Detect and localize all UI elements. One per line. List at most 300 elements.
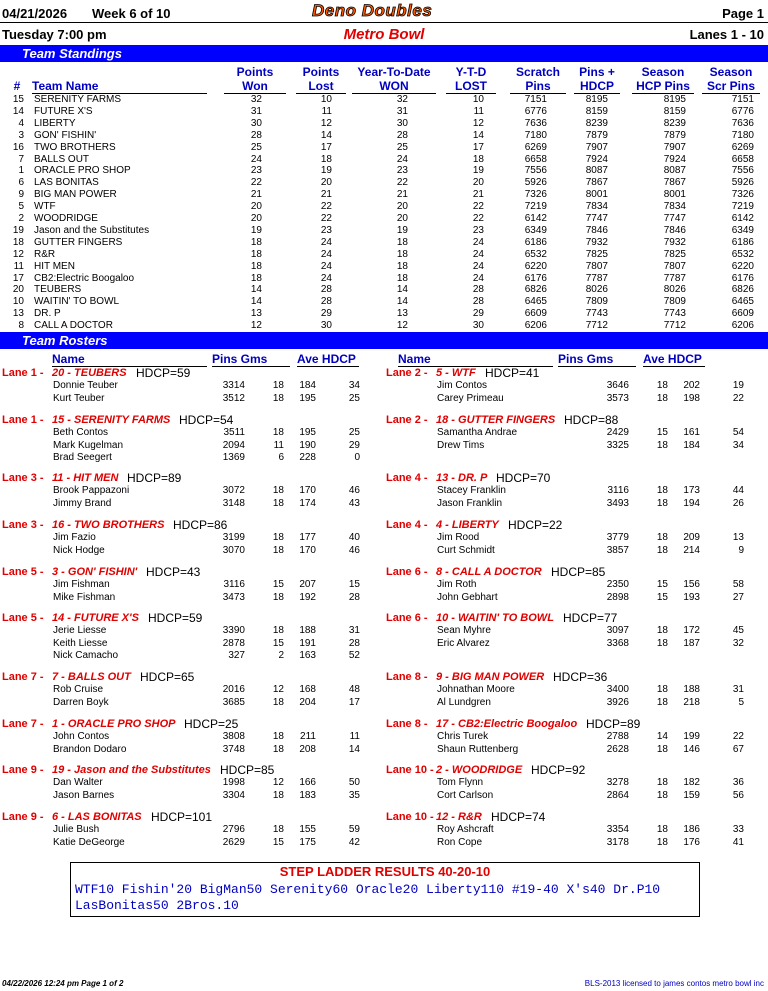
ytd-lost: 24 xyxy=(472,248,484,260)
player-average: 193 xyxy=(683,591,700,603)
player-games: 18 xyxy=(272,544,284,556)
roster-col-pins-gms-right: Pins Gms xyxy=(558,352,636,367)
season-hcp-pins: 7867 xyxy=(663,177,686,189)
player-games: 18 xyxy=(656,696,668,708)
player-games: 18 xyxy=(272,625,284,636)
roster-player-row xyxy=(384,744,754,756)
player-pins: 3493 xyxy=(606,497,629,509)
team-number: 15 xyxy=(12,94,24,105)
ytd-lost: 17 xyxy=(472,141,484,153)
section-title: Team Standings xyxy=(22,46,122,61)
roster-team-name: 4 - LIBERTY xyxy=(436,519,499,531)
player-name: Tom Flynn xyxy=(437,777,484,788)
player-average: 161 xyxy=(683,427,700,438)
points-lost: 20 xyxy=(320,177,332,189)
player-pins: 1369 xyxy=(222,452,245,463)
player-name: Rob Cruise xyxy=(53,684,104,695)
pins-hdcp: 7809 xyxy=(585,296,608,308)
roster-player-row xyxy=(0,380,370,392)
player-hdcp: 13 xyxy=(732,532,744,543)
ytd-won: 28 xyxy=(396,129,408,141)
team-number: 19 xyxy=(12,224,24,236)
lane-label: Lane 9 - xyxy=(2,764,44,776)
ytd-won: 19 xyxy=(396,224,408,236)
ytd-lost: 12 xyxy=(472,117,484,129)
lane-label: Lane 1 - xyxy=(2,414,44,426)
team-name: WTF xyxy=(34,201,56,213)
player-average: 182 xyxy=(683,777,700,788)
player-games: 15 xyxy=(272,836,284,848)
roster-team-name: 5 - WTF xyxy=(436,367,476,379)
ytd-lost: 20 xyxy=(472,177,484,189)
team-hdcp: HDCP=89 xyxy=(127,471,182,485)
player-pins: 3473 xyxy=(222,591,245,603)
page-number: Page 1 xyxy=(722,6,764,21)
player-games: 18 xyxy=(656,532,668,543)
player-hdcp: 28 xyxy=(348,591,360,603)
player-average: 214 xyxy=(683,544,700,556)
player-pins: 3926 xyxy=(606,696,629,708)
player-pins: 3748 xyxy=(222,743,245,755)
pins-hdcp: 8001 xyxy=(585,189,608,201)
player-average: 208 xyxy=(299,743,316,755)
team-name: GUTTER FINGERS xyxy=(34,236,123,248)
team-name: GON' FISHIN' xyxy=(34,129,97,141)
team-name: CB2:Electric Boogaloo xyxy=(34,272,135,284)
player-name: Jason Barnes xyxy=(53,789,115,801)
player-hdcp: 40 xyxy=(348,532,360,543)
ytd-won: 21 xyxy=(396,189,408,201)
ytd-lost: 23 xyxy=(472,224,484,236)
player-pins: 2429 xyxy=(606,427,629,438)
scratch-pins: 6349 xyxy=(524,224,547,236)
player-average: 191 xyxy=(299,637,316,649)
roster-player-row xyxy=(0,697,370,709)
pins-hdcp: 8026 xyxy=(585,284,608,296)
player-games: 18 xyxy=(656,625,668,636)
team-hdcp: HDCP=89 xyxy=(586,717,641,731)
team-hdcp: HDCP=25 xyxy=(184,717,239,731)
player-average: 190 xyxy=(299,439,316,451)
standings-row xyxy=(0,189,768,201)
team-name: FUTURE X'S xyxy=(34,105,93,117)
points-lost: 22 xyxy=(320,201,332,213)
player-average: 184 xyxy=(683,439,700,451)
player-average: 155 xyxy=(299,824,316,835)
player-hdcp: 35 xyxy=(348,789,360,801)
player-average: 199 xyxy=(683,731,700,742)
standings-row xyxy=(0,237,768,249)
player-pins: 3646 xyxy=(606,380,629,391)
ytd-lost: 18 xyxy=(472,153,484,165)
pins-hdcp: 8239 xyxy=(585,117,608,129)
day-time: Tuesday 7:00 pm xyxy=(2,27,107,42)
roster-team-name: 19 - Jason and the Substitutes xyxy=(52,764,211,776)
team-number: 6 xyxy=(18,177,24,189)
player-name: Drew Tims xyxy=(437,439,485,451)
standings-row xyxy=(0,154,768,166)
team-name: R&R xyxy=(34,248,56,260)
standings-row xyxy=(0,177,768,189)
points-won: 14 xyxy=(250,284,262,296)
player-average: 195 xyxy=(299,427,316,438)
col-pins-hdcp: Pins + HDCP xyxy=(574,65,620,94)
roster-player-row xyxy=(0,427,370,439)
player-average: 202 xyxy=(683,380,700,391)
player-games: 18 xyxy=(656,392,668,404)
team-name: CALL A DOCTOR xyxy=(34,320,113,332)
player-hdcp: 14 xyxy=(348,743,360,755)
points-lost: 24 xyxy=(320,272,332,284)
player-pins: 3512 xyxy=(222,392,245,404)
roster-team-name: 7 - BALLS OUT xyxy=(52,671,131,683)
team-name: Jason and the Substitutes xyxy=(34,224,150,236)
player-name: Eric Alvarez xyxy=(437,637,490,649)
scratch-pins: 6826 xyxy=(524,284,547,296)
points-won: 20 xyxy=(250,213,262,224)
ytd-won: 18 xyxy=(396,248,408,260)
player-average: 195 xyxy=(299,392,316,404)
player-games: 18 xyxy=(272,696,284,708)
roster-player-row xyxy=(384,498,754,510)
player-average: 176 xyxy=(683,836,700,848)
team-name: DR. P xyxy=(34,308,61,320)
player-games: 18 xyxy=(656,637,668,649)
ytd-won: 31 xyxy=(396,105,408,117)
points-won: 31 xyxy=(250,105,262,117)
standings-row xyxy=(0,308,768,320)
roster-team-name: 3 - GON' FISHIN' xyxy=(52,566,138,578)
season-hcp-pins: 7809 xyxy=(663,296,686,308)
player-games: 2 xyxy=(278,650,284,661)
points-lost: 24 xyxy=(320,248,332,260)
player-name: Carey Primeau xyxy=(437,392,504,404)
player-average: 146 xyxy=(683,743,700,755)
team-rosters-band xyxy=(0,332,768,349)
roster-col-pins-gms-left: Pins Gms xyxy=(212,352,290,367)
season-scr-pins: 6142 xyxy=(731,213,754,224)
player-pins: 2898 xyxy=(606,591,629,603)
ytd-won: 20 xyxy=(396,201,408,213)
player-hdcp: 42 xyxy=(348,836,360,848)
player-pins: 3070 xyxy=(222,544,245,556)
roster-player-row xyxy=(0,684,370,696)
roster-player-row xyxy=(384,790,754,802)
player-average: 194 xyxy=(683,497,700,509)
roster-player-row xyxy=(384,592,754,604)
player-average: 183 xyxy=(299,789,316,801)
points-won: 18 xyxy=(250,260,262,272)
player-name: Darren Boyk xyxy=(53,696,109,708)
player-name: Jim Contos xyxy=(437,380,488,391)
team-number: 8 xyxy=(18,320,24,332)
player-hdcp: 50 xyxy=(348,777,360,788)
roster-team-name: 8 - CALL A DOCTOR xyxy=(436,566,542,578)
player-games: 18 xyxy=(272,427,284,438)
ytd-won: 18 xyxy=(396,236,408,248)
roster-player-row xyxy=(384,731,754,743)
pins-hdcp: 7907 xyxy=(585,141,608,153)
team-number: 11 xyxy=(13,260,24,272)
team-hdcp: HDCP=43 xyxy=(146,565,201,579)
step-ladder-results: WTF10 Fishin'20 BigMan50 Serenity60 Oracle20 Liberty110 #19-40 X's40 Dr.P10 LasBonitas50 2Bros.10 xyxy=(75,882,661,913)
player-hdcp: 59 xyxy=(348,824,360,835)
pins-hdcp: 7712 xyxy=(585,320,608,332)
player-games: 18 xyxy=(272,485,284,496)
team-number: 9 xyxy=(18,189,24,201)
player-average: 209 xyxy=(683,532,700,543)
lane-label: Lane 10 - xyxy=(386,811,434,823)
player-average: 184 xyxy=(299,380,316,391)
player-games: 18 xyxy=(272,743,284,755)
player-pins: 3314 xyxy=(222,380,245,391)
team-number: 1 xyxy=(18,165,24,177)
ytd-lost: 21 xyxy=(472,189,484,201)
points-lost: 28 xyxy=(320,296,332,308)
player-games: 18 xyxy=(656,684,668,695)
roster-player-row xyxy=(0,777,370,789)
player-hdcp: 0 xyxy=(354,452,360,463)
team-name: TEUBERS xyxy=(34,284,82,296)
team-name: SERENITY FARMS xyxy=(34,94,122,105)
player-games: 18 xyxy=(272,532,284,543)
team-hdcp: HDCP=86 xyxy=(173,518,228,532)
player-pins: 3573 xyxy=(606,392,629,404)
player-pins: 3325 xyxy=(606,439,629,451)
roster-player-row xyxy=(384,532,754,544)
team-hdcp: HDCP=85 xyxy=(220,763,275,777)
player-hdcp: 5 xyxy=(738,696,744,708)
scratch-pins: 6532 xyxy=(524,248,547,260)
player-hdcp: 56 xyxy=(732,789,744,801)
player-name: Curt Schmidt xyxy=(437,544,495,556)
season-hcp-pins: 7787 xyxy=(663,272,686,284)
lane-label: Lane 10 - xyxy=(386,764,434,776)
player-games: 18 xyxy=(656,380,668,391)
roster-player-row xyxy=(0,650,370,662)
lane-label: Lane 6 - xyxy=(386,612,428,624)
player-name: Julie Bush xyxy=(53,824,100,835)
player-name: Mark Kugelman xyxy=(53,439,124,451)
scratch-pins: 7219 xyxy=(524,201,547,213)
lane-label: Lane 1 - xyxy=(2,367,44,379)
player-hdcp: 67 xyxy=(732,743,744,755)
team-hdcp: HDCP=59 xyxy=(136,366,191,380)
standings-row xyxy=(0,284,768,296)
player-name: Mike Fishman xyxy=(53,591,116,603)
points-lost: 21 xyxy=(320,189,332,201)
scratch-pins: 7151 xyxy=(524,94,547,105)
team-number: 7 xyxy=(18,153,24,165)
player-games: 18 xyxy=(272,392,284,404)
ytd-won: 20 xyxy=(396,213,408,224)
scratch-pins: 6176 xyxy=(524,272,547,284)
player-games: 15 xyxy=(656,427,668,438)
player-average: 186 xyxy=(683,824,700,835)
team-name: LIBERTY xyxy=(34,117,76,129)
scratch-pins: 6206 xyxy=(524,320,547,332)
scratch-pins: 6609 xyxy=(524,308,547,320)
team-name: LAS BONITAS xyxy=(34,177,99,189)
season-scr-pins: 6826 xyxy=(731,284,754,296)
player-hdcp: 33 xyxy=(732,824,744,835)
pins-hdcp: 7743 xyxy=(585,308,608,320)
player-name: Brad Seegert xyxy=(53,452,112,463)
player-pins: 3779 xyxy=(606,532,629,543)
player-average: 207 xyxy=(299,579,316,590)
player-pins: 2628 xyxy=(606,743,629,755)
pins-hdcp: 8195 xyxy=(585,94,608,105)
team-hdcp: HDCP=88 xyxy=(564,413,619,427)
pins-hdcp: 8159 xyxy=(585,105,608,117)
player-name: Ron Cope xyxy=(437,836,483,848)
player-games: 18 xyxy=(656,789,668,801)
col-season-scr-pins: Season Scr Pins xyxy=(702,65,760,94)
team-hdcp: HDCP=41 xyxy=(485,366,540,380)
center-name: Metro Bowl xyxy=(343,26,425,43)
standings-row xyxy=(0,94,768,106)
player-games: 11 xyxy=(273,439,284,451)
season-scr-pins: 6658 xyxy=(731,153,754,165)
season-scr-pins: 6776 xyxy=(731,105,754,117)
standings-row xyxy=(0,213,768,225)
roster-player-row xyxy=(384,638,754,650)
player-hdcp: 32 xyxy=(732,637,744,649)
team-standings-band xyxy=(0,45,768,62)
scratch-pins: 7326 xyxy=(524,189,547,201)
points-won: 24 xyxy=(250,153,262,165)
ytd-lost: 24 xyxy=(472,236,484,248)
ytd-won: 32 xyxy=(396,94,408,105)
standings-row xyxy=(0,130,768,142)
ytd-lost: 11 xyxy=(473,105,484,117)
player-name: Keith Liesse xyxy=(53,637,108,649)
player-name: Nick Hodge xyxy=(53,544,105,556)
lane-label: Lane 8 - xyxy=(386,718,428,730)
roster-team-name: 9 - BIG MAN POWER xyxy=(436,671,545,683)
scratch-pins: 6465 xyxy=(524,296,547,308)
team-number: 18 xyxy=(12,236,24,248)
roster-player-row xyxy=(0,452,370,464)
points-won: 12 xyxy=(250,320,262,332)
ytd-lost: 29 xyxy=(472,308,484,320)
player-pins: 3148 xyxy=(222,497,245,509)
season-scr-pins: 7636 xyxy=(731,117,754,129)
roster-col-name-left: Name xyxy=(52,352,207,367)
team-number: 14 xyxy=(12,105,24,117)
team-name: TWO BROTHERS xyxy=(34,141,116,153)
team-number: 13 xyxy=(12,308,24,320)
season-hcp-pins: 7834 xyxy=(663,201,686,213)
points-won: 32 xyxy=(250,94,262,105)
standings-row xyxy=(0,320,768,332)
player-games: 18 xyxy=(656,497,668,509)
player-average: 187 xyxy=(683,637,700,649)
player-hdcp: 46 xyxy=(348,485,360,496)
team-hdcp: HDCP=22 xyxy=(508,518,563,532)
ytd-lost: 14 xyxy=(472,129,484,141)
player-pins: 3808 xyxy=(222,731,245,742)
team-hdcp: HDCP=92 xyxy=(531,763,586,777)
team-name: WAITIN' TO BOWL xyxy=(34,296,120,308)
player-name: Jerie Liesse xyxy=(53,625,107,636)
roster-player-row xyxy=(384,440,754,452)
player-pins: 3400 xyxy=(606,684,629,695)
points-won: 19 xyxy=(250,224,262,236)
season-hcp-pins: 7807 xyxy=(663,260,686,272)
season-scr-pins: 6220 xyxy=(731,260,754,272)
player-hdcp: 41 xyxy=(732,836,744,848)
season-hcp-pins: 7846 xyxy=(663,224,686,236)
team-name: BIG MAN POWER xyxy=(34,189,117,201)
pins-hdcp: 8087 xyxy=(585,165,608,177)
standings-row xyxy=(0,142,768,154)
season-hcp-pins: 8159 xyxy=(663,105,686,117)
player-name: Shaun Ruttenberg xyxy=(437,743,519,755)
scratch-pins: 6142 xyxy=(524,213,547,224)
season-hcp-pins: 7932 xyxy=(663,236,686,248)
col-ytd-won: Year-To-Date WON xyxy=(352,65,436,94)
player-pins: 2788 xyxy=(606,731,629,742)
player-games: 18 xyxy=(656,824,668,835)
scratch-pins: 6220 xyxy=(524,260,547,272)
player-hdcp: 26 xyxy=(732,497,744,509)
team-number: 2 xyxy=(18,213,24,224)
player-pins: 3390 xyxy=(222,625,245,636)
points-lost: 14 xyxy=(320,129,332,141)
roster-player-row xyxy=(0,790,370,802)
season-hcp-pins: 7743 xyxy=(663,308,686,320)
player-pins: 2350 xyxy=(606,579,629,590)
roster-team-name: 1 - ORACLE PRO SHOP xyxy=(52,718,176,730)
team-hdcp: HDCP=74 xyxy=(491,810,546,824)
season-hcp-pins: 8195 xyxy=(663,94,686,105)
season-scr-pins: 7151 xyxy=(731,94,754,105)
roster-team-name: 12 - R&R xyxy=(436,811,482,823)
player-average: 228 xyxy=(299,452,316,463)
points-won: 14 xyxy=(250,296,262,308)
standings-row xyxy=(0,225,768,237)
player-hdcp: 58 xyxy=(732,579,744,590)
player-hdcp: 27 xyxy=(732,591,744,603)
player-pins: 2864 xyxy=(606,789,629,801)
season-scr-pins: 6176 xyxy=(731,272,754,284)
points-lost: 28 xyxy=(320,284,332,296)
roster-player-row xyxy=(0,625,370,637)
team-hdcp: HDCP=70 xyxy=(496,471,551,485)
player-hdcp: 44 xyxy=(732,485,744,496)
roster-team-name: 11 - HIT MEN xyxy=(52,472,119,484)
player-name: Johnathan Moore xyxy=(437,684,515,695)
lane-label: Lane 6 - xyxy=(386,566,428,578)
points-lost: 18 xyxy=(320,153,332,165)
ytd-won: 13 xyxy=(396,308,408,320)
col-team-name: Team Name xyxy=(32,79,207,94)
team-name: WOODRIDGE xyxy=(34,213,98,224)
points-won: 18 xyxy=(250,248,262,260)
season-hcp-pins: 8239 xyxy=(663,117,686,129)
scratch-pins: 6186 xyxy=(524,236,547,248)
player-pins: 3199 xyxy=(222,532,245,543)
print-timestamp: 04/22/2026 12:24 pm Page 1 of 2 xyxy=(2,979,124,988)
standings-row xyxy=(0,273,768,285)
points-won: 28 xyxy=(250,129,262,141)
scratch-pins: 5926 xyxy=(524,177,547,189)
season-hcp-pins: 7712 xyxy=(663,320,686,332)
pins-hdcp: 7846 xyxy=(585,224,608,236)
player-hdcp: 31 xyxy=(732,684,744,695)
player-games: 18 xyxy=(272,824,284,835)
